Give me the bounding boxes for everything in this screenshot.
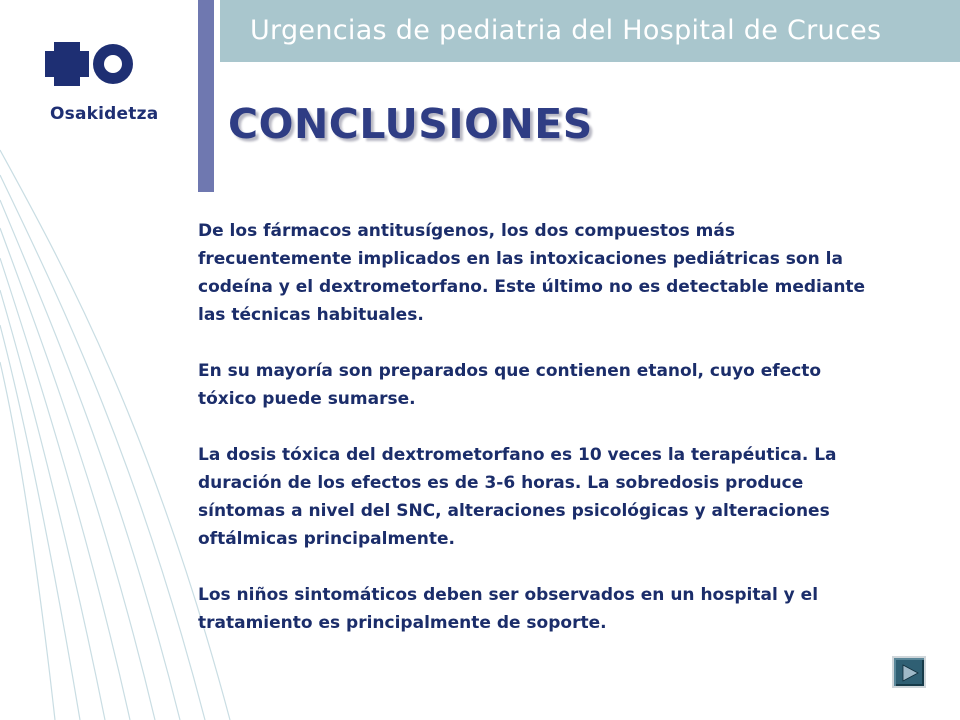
accent-vertical-bar — [198, 0, 214, 192]
conclusions-body — [198, 217, 878, 665]
next-slide-button[interactable] — [892, 656, 926, 688]
paragraph-2: En su mayoría son preparados que contienen etanol, cuyo efecto tóxico puede sumarse. — [198, 361, 822, 409]
logo-wordmark: Osakidetza — [50, 104, 159, 124]
paragraph-4: Los niños sintomáticos deben ser observados en un hospital y el tratamiento es principalmente de soporte. — [198, 585, 819, 633]
paragraph-3: La dosis tóxica del dextrometorfano es 10 veces la terapéutica. La duración de los efectos es de 3-6 horas. La sobredosis produce síntomas a nivel del SNC, alteraciones psicológicas y alteraciones oftálmicas principalmente. — [198, 445, 837, 549]
page-title: CONCLUSIONES — [228, 100, 593, 148]
paragraph-1: De los fármacos antitusígenos, los dos compuestos más frecuentemente implicados en las intoxicaciones pediátricas son la codeína y el dextrometorfano. Este último no es detectable mediante las técnicas habituales. — [198, 221, 866, 325]
header-title: Urgencias de pediatria del Hospital de Cruces — [250, 15, 882, 46]
play-next-icon — [901, 664, 919, 682]
